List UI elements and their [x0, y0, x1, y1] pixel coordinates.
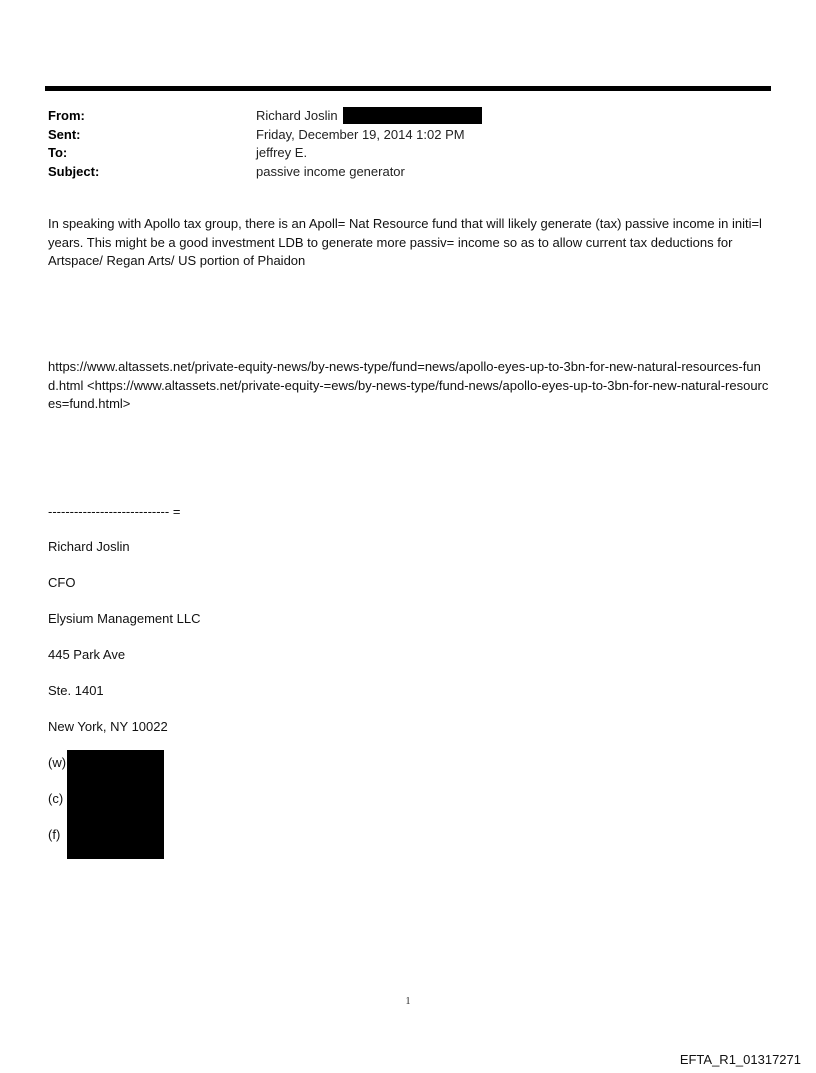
fax-label: (f) [48, 827, 61, 842]
header-rule [45, 86, 771, 91]
article-link[interactable]: https://www.altassets.net/private-equity-news/by-news-type/fund=news/apollo-eyes-up-to-3bn-for-new-natural-resources-fund.html <https://www.altassets.net/private-equity-=ews/by-news-type/fund-news/apollo-eyes-up-to-3bn-for-new-natural-resources=fund.html> [48, 359, 769, 411]
page-number: 1 [405, 996, 411, 1007]
email-body-paragraph: In speaking with Apollo tax group, there is an Apoll= Nat Resource fund that will likely generate (tax) passive income in initi=l years. This might be a good investment LDB to generate more passiv= income so as to allow current tax deductions for Artspace/ Regan Arts/ US portion of Phaidon [48, 216, 762, 268]
signature-company: Elysium Management LLC [48, 611, 201, 626]
document-id: EFTA_R1_01317271 [679, 1052, 801, 1067]
phone-redaction-block [67, 750, 164, 859]
from-name: Richard Joslin [256, 108, 338, 123]
subject-value: passive income generator [256, 163, 405, 179]
from-label: From: [48, 108, 85, 123]
from-value [256, 107, 482, 126]
sent-label: Sent: [48, 126, 81, 142]
signature-address-line1: 445 Park Ave [48, 647, 126, 662]
work-phone-label: (w) [48, 755, 67, 770]
to-label: To: [48, 145, 68, 160]
signature-title: CFO [48, 575, 76, 590]
signature-name: Richard Joslin [48, 539, 130, 554]
subject-label: Subject: [48, 163, 100, 179]
signature-city: New York, NY 10022 [48, 719, 168, 734]
cell-phone-label: (c) [48, 791, 64, 806]
sent-value: Friday, December 19, 2014 1:02 PM [256, 126, 465, 142]
redaction-block [343, 107, 482, 124]
to-value: jeffrey E. [256, 145, 308, 160]
signature-address-line2: Ste. 1401 [48, 683, 104, 698]
signature-separator: ---------------------------- = [48, 504, 181, 519]
